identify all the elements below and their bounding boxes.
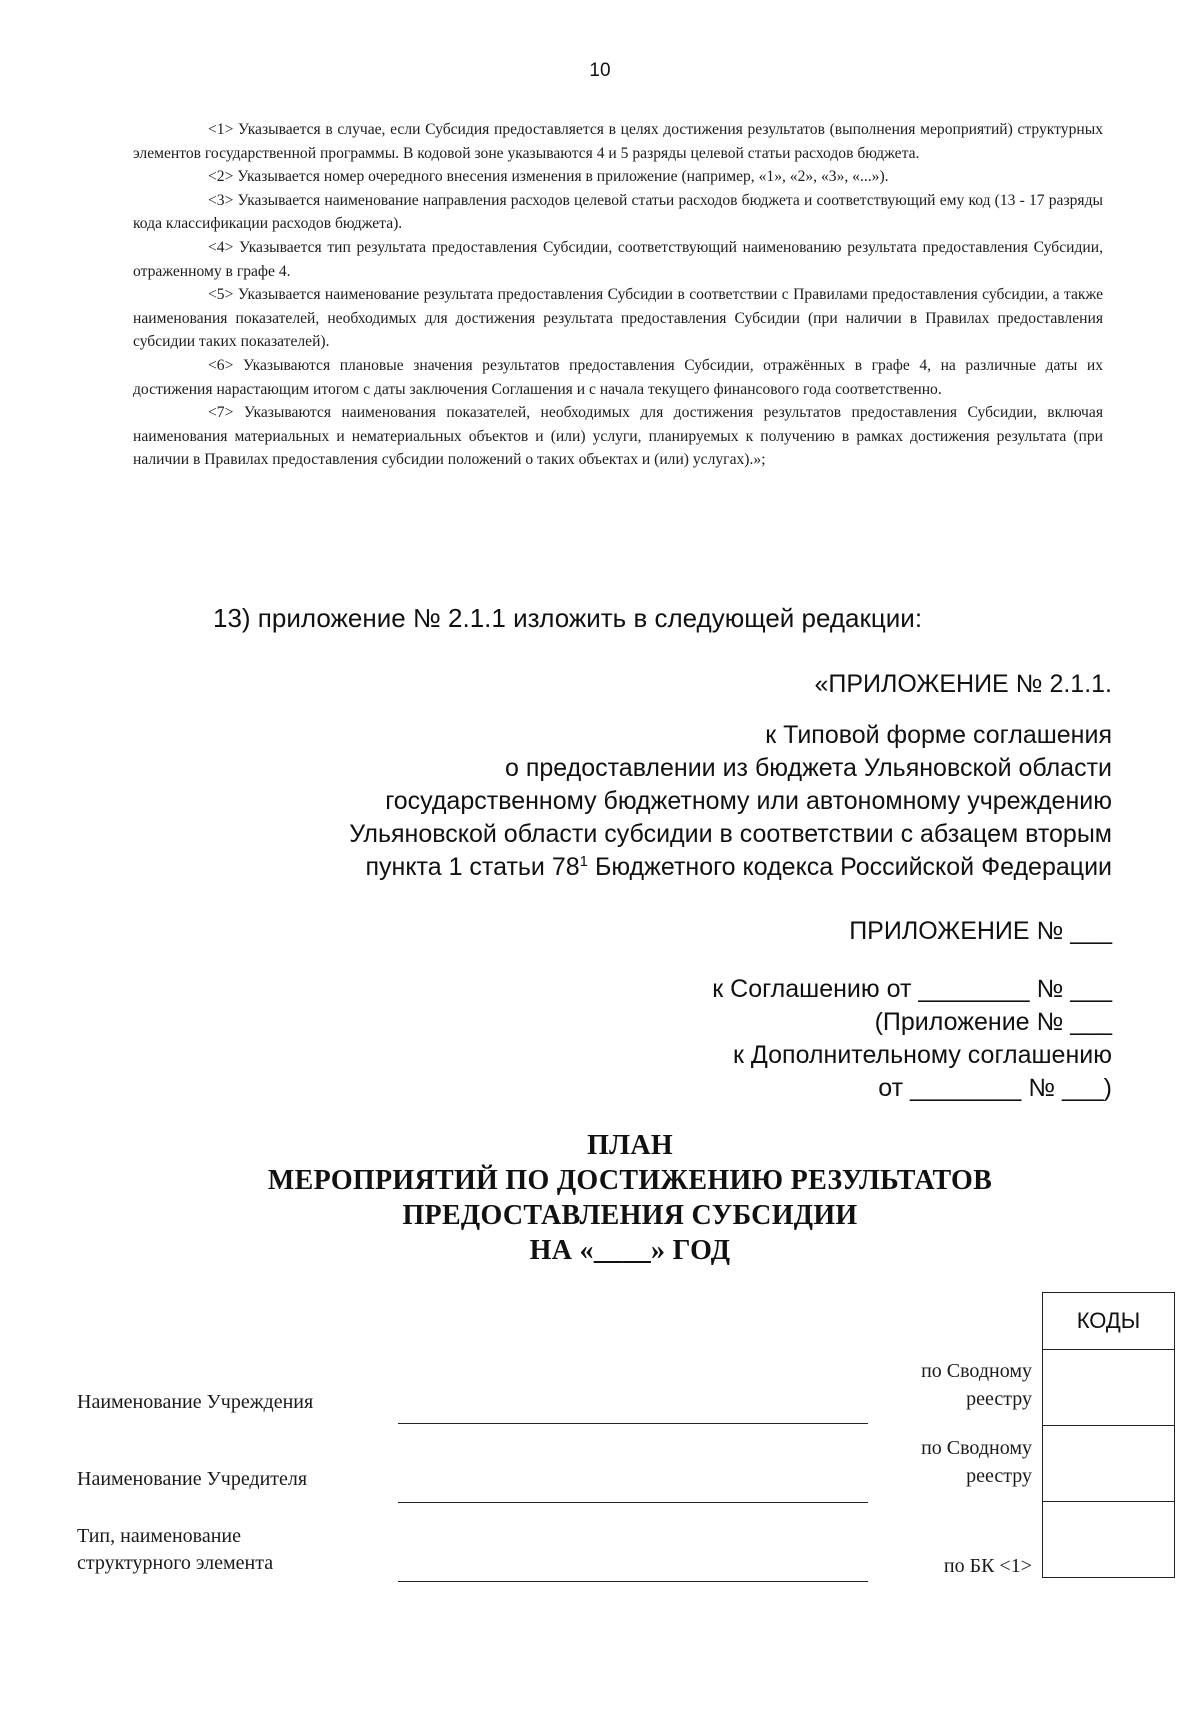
bk-label: по БК <1> [943,1555,1032,1577]
form-line-4: Ульяновской области субсидии в соответствии с абзацем вторым [349,820,1112,848]
form-line-2: о предоставлении из бюджета Ульяновской области [505,754,1112,782]
registry-label-1-line-2: реестру [966,1388,1032,1410]
plan-title [0,1128,1200,1268]
supplement-agreement-label: к Дополнительному соглашению [733,1041,1112,1069]
code-cell-registry-2[interactable] [1043,1426,1175,1502]
amendment-item-13: 13) приложение № 2.1.1 изложить в следующей редакции: [213,603,923,633]
agreement-spacer [712,948,1112,973]
registry-label-2-line-1: по Сводному [921,1437,1032,1459]
founder-field[interactable] [398,1502,868,1503]
form-line-5-start: пункта 1 статьи 78 [365,853,580,881]
footnote-4: <4> Указывается тип результата предоставления Субсидии, соответствующий наименованию результата предоставления Субсидии, отраженному в графе 4. [133,238,1103,280]
footnote-1: <1> Указывается в случае, если Субсидия предоставляется в целях достижения результатов (выполнения мероприятий) структурных элементов государственной программы. В кодовой зоне указываются 4 и 5 разряды целевой статьи расходов бюджета. [133,121,1103,162]
footnote-3: <3> Указывается наименование направления расходов целевой статьи расходов бюджета и соответствующий ему код (13 - 17 разряды кода классификации расходов бюджета). [133,191,1103,233]
agreement-reference [712,915,1112,1105]
type-label-line-2: структурного элемента [77,1552,274,1574]
form-line-5 [349,851,1112,884]
plan-title-line-4: НА «____» ГОД [529,1235,731,1266]
institution-label: Наименование Учреждения [77,1391,314,1413]
registry-label-2 [842,1434,1032,1490]
type-label-line-1: Тип, наименование [77,1525,241,1547]
appendix-heading: «ПРИЛОЖЕНИЕ № 2.1.1. [814,670,1112,698]
agreement-appendix-number: ПРИЛОЖЕНИЕ № ___ [849,917,1112,945]
founder-label: Наименование Учредителя [77,1468,308,1490]
plan-title-line-2: МЕРОПРИЯТИЙ ПО ДОСТИЖЕНИЮ РЕЗУЛЬТАТОВ [267,1165,993,1196]
footnote-2: <2> Указывается номер очередного внесения изменения в приложение (например, «1», «2», «3», «...»). [208,168,889,186]
plan-title-line-3: ПРЕДОСТАВЛЕНИЯ СУБСИДИИ [402,1200,858,1231]
registry-label-1 [842,1357,1032,1413]
article-superscript: 1 [579,853,588,870]
codes-table [1042,1292,1175,1578]
form-line-5-end: Бюджетного кодекса Российской Федерации [588,853,1112,881]
structural-element-field[interactable] [398,1581,868,1582]
supplement-appendix-number: (Приложение № ___ [874,1008,1112,1036]
registry-label-1-line-1: по Сводному [921,1360,1032,1382]
type-label [77,1523,273,1577]
codes-header: КОДЫ [1043,1293,1175,1350]
supplement-date-number: от ________ № ___) [878,1074,1112,1102]
page-number: 10 [589,60,611,81]
footnote-7: <7> Указываются наименования показателей, необходимых для достижения результатов предоставления Субсидии, включая наименования материальных и нематериальных объектов и (или) услуги, планируемых к получению в рамках достижения результата (при наличии в Правилах предоставления субсидии положений о таких объектах и (или) услугах).»; [133,404,1103,469]
agreement-date-number: к Соглашению от ________ № ___ [712,975,1112,1003]
plan-title-line-1: ПЛАН [587,1130,673,1161]
registry-label-2-line-2: реестру [966,1465,1032,1487]
institution-field[interactable] [398,1423,868,1424]
code-cell-bk[interactable] [1043,1502,1175,1578]
code-cell-registry-1[interactable] [1043,1350,1175,1426]
typical-form-reference [349,719,1112,884]
form-line-3: государственному бюджетному или автономному учреждению [385,787,1112,815]
form-line-1: к Типовой форме соглашения [765,721,1112,749]
footnote-6: <6> Указываются плановые значения результатов предоставления Субсидии, отражённых в графе 4, на различные даты их достижения нарастающим итогом с даты заключения Соглашения и с начала текущего финансового года соответственно. [133,356,1103,398]
footnote-5: <5> Указывается наименование результата предоставления Субсидии в соответствии с Правилами предоставления субсидии, а также наименования показателей, необходимых для достижения результата предоставления Субсидии (при наличии в Правилах предоставления субсидии таких показателей). [133,286,1103,351]
footnotes [133,118,1103,472]
